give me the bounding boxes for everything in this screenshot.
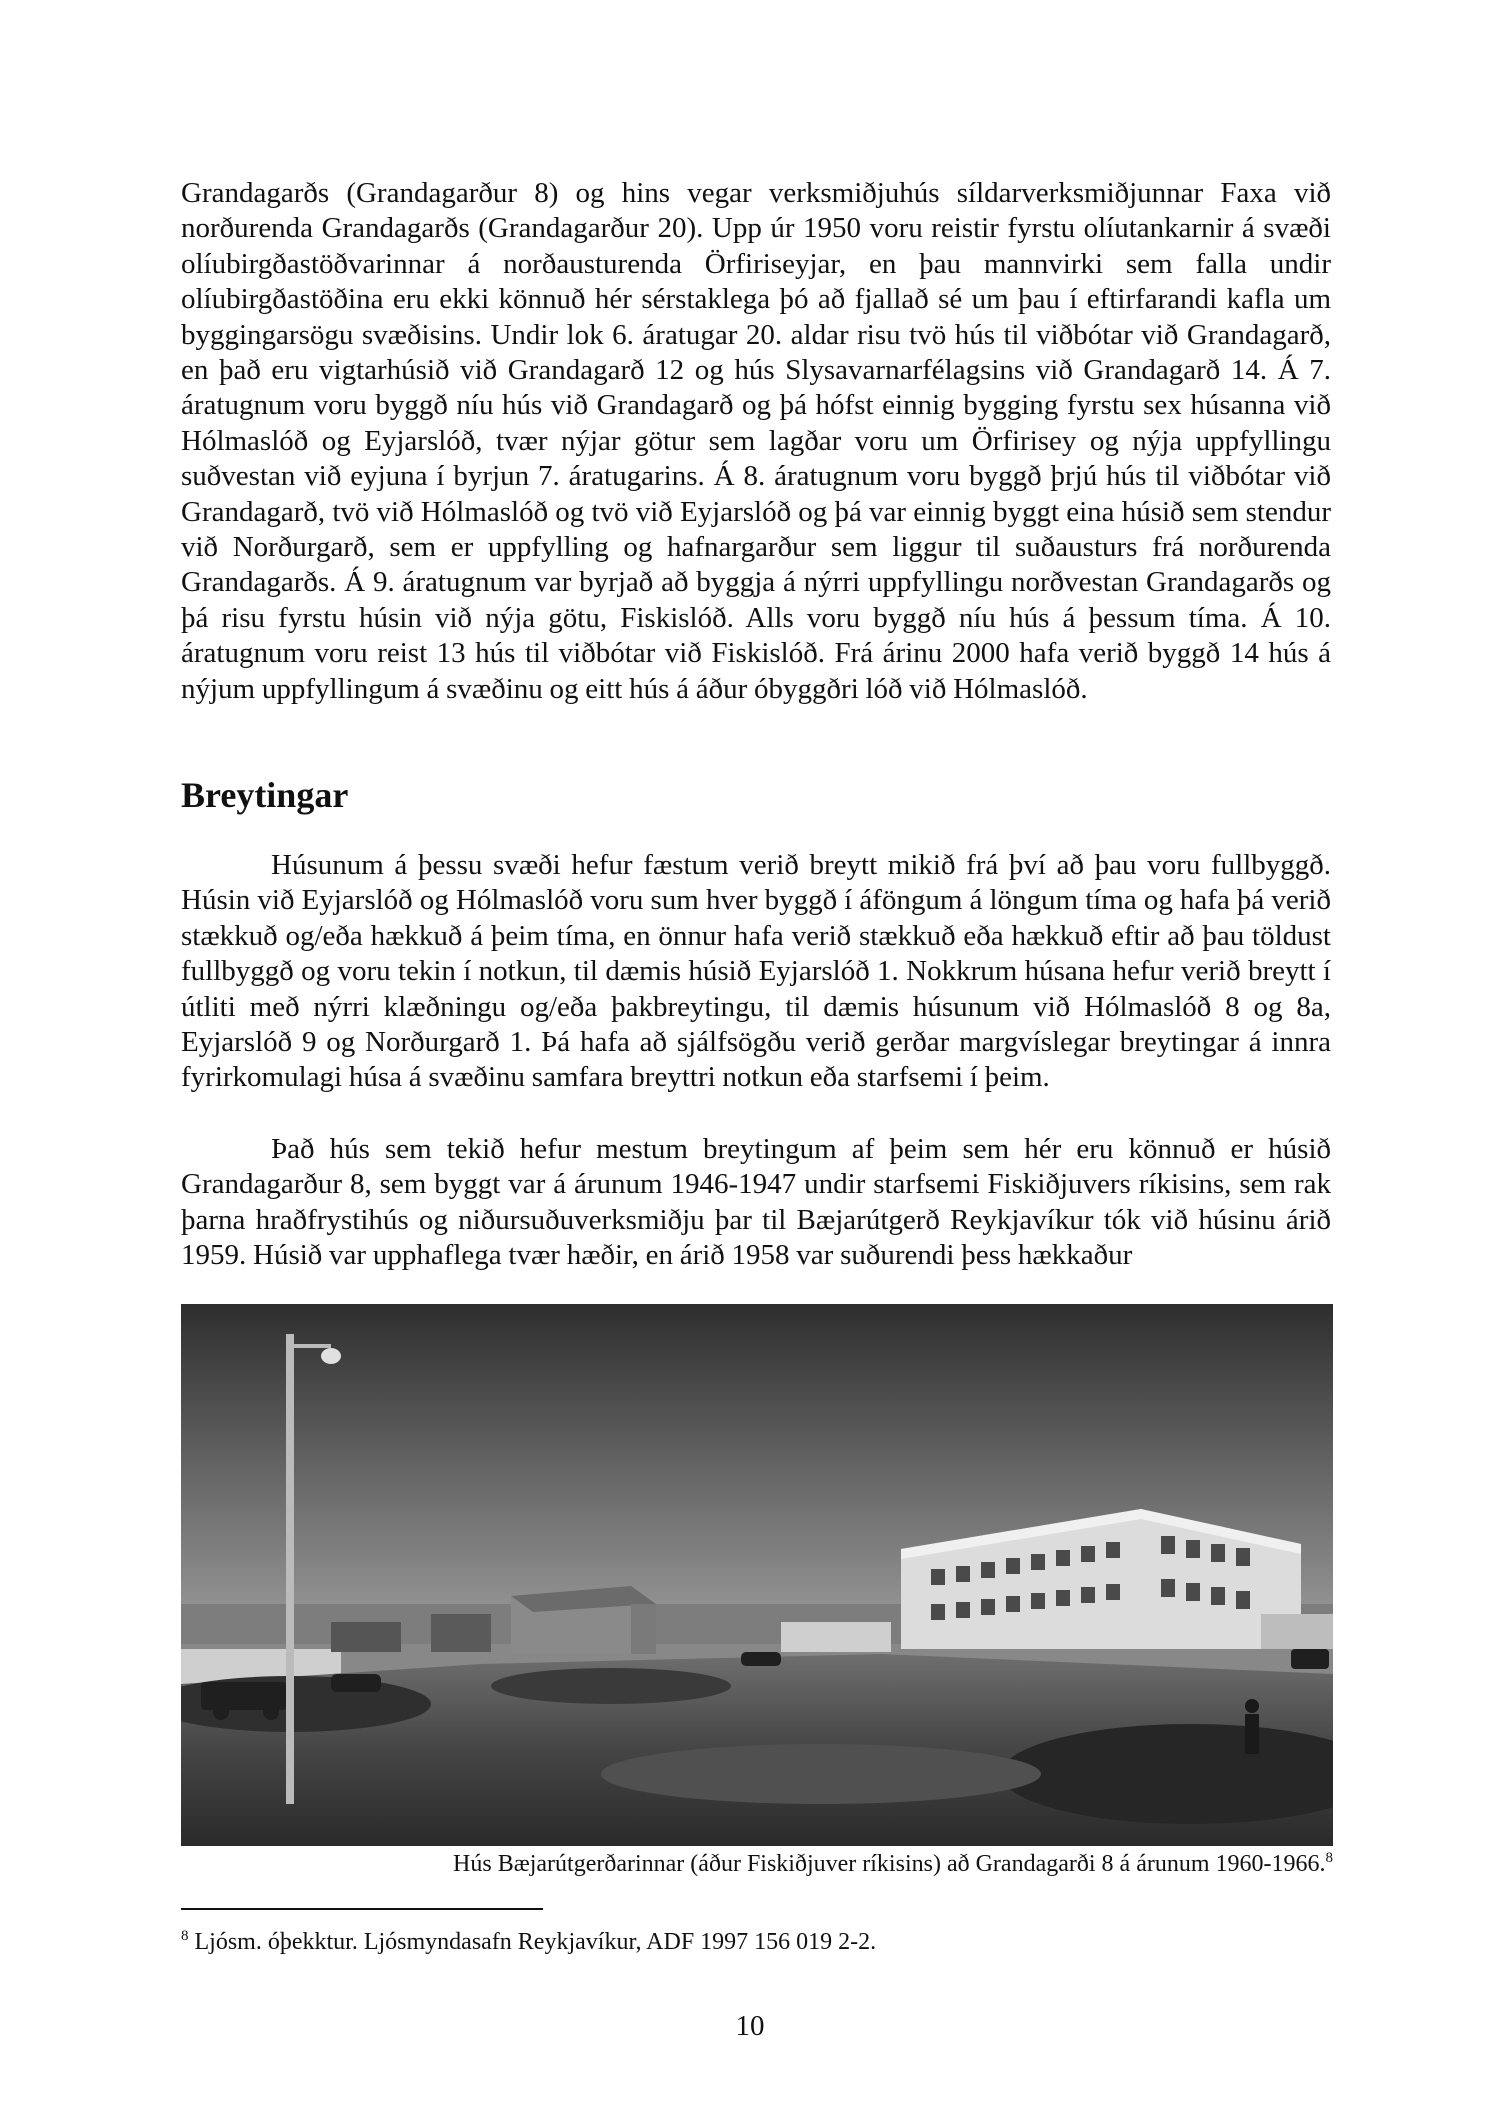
footnote-divider bbox=[181, 1908, 543, 1910]
footnote bbox=[181, 1928, 876, 1956]
section-heading: Breytingar bbox=[181, 775, 349, 815]
footnote-text: Ljósm. óþekktur. Ljósmyndasafn Reykjavíkur, ADF 1997 156 019 2-2. bbox=[188, 1929, 877, 1955]
body-paragraph-2: Húsunum á þessu svæði hefur fæstum verið breytt mikið frá því að þau voru fullbyggð. Húsin við Eyjarslóð og Hólmaslóð voru sum hver byggð í áföngum á löngum tíma og hafa þá verið stækkuð og/eða hækkuð á þeim tíma, en önnur hafa verið stækkuð eða hækkuð eftir að þau töldust fullbyggð og voru tekin í notkun, til dæmis húsið Eyjarslóð 1. Nokkrum húsana hefur verið breytt í útliti með nýrri klæðningu og/eða þakbreytingu, til dæmis húsunum við Hólmaslóð 8 og 8a, Eyjarslóð 9 og Norðurgarð 1. Þá hafa að sjálfsögðu verið gerðar margvíslegar breytingar á innra fyrirkomulagi húsa á svæðinu samfara breyttri notkun eða starfsemi í þeim. bbox=[181, 849, 1331, 1094]
caption-footnote-ref[interactable]: 8 bbox=[1325, 1850, 1333, 1866]
figure-caption bbox=[453, 1850, 1333, 1878]
footnote-number: 8 bbox=[181, 1928, 189, 1944]
page-number: 10 bbox=[735, 2010, 765, 2042]
body-paragraph-1: Grandagarðs (Grandagarður 8) og hins vegar verksmiðjuhús síldarverksmiðjunnar Faxa við norðurenda Grandagarðs (Grandagarður 20). Upp úr 1950 voru reistir fyrstu olíutankarnir á svæði olíubirgðastöðvarinnar á norðausturenda Örfiriseyjar, en þau mannvirki sem falla undir olíubirgðastöðina eru ekki könnuð hér sérstaklega þó að fjallað sé um þau í eftirfarandi kafla um byggingarsögu svæðisins. Undir lok 6. áratugar 20. aldar risu tvö hús til viðbótar við Grandagarð, en það eru vigtarhúsið við Grandagarð 12 og hús Slysavarnarfélagsins við Grandagarð 14. Á 7. áratugnum voru byggð níu hús við Grandagarð og þá hófst einnig bygging fyrstu sex húsanna við Hólmaslóð og Eyjarslóð, tvær nýjar götur sem lagðar voru um Örfirisey og nýja uppfyllingu suðvestan við eyjuna í byrjun 7. áratugarins. Á 8. áratugnum voru byggð þrjú hús til viðbótar við Grandagarð, tvö við Hólmaslóð og tvö við Eyjarslóð og þá var einnig byggt eina húsið sem stendur við Norðurgarð, sem er uppfylling og hafnargarður sem liggur til suðausturs frá norðurenda Grandagarðs. Á 9. áratugnum var byrjað að byggja á nýrri uppfyllingu norðvestan Grandagarðs og þá risu fyrstu húsin við nýja götu, Fiskislóð. Alls voru byggð níu hús á þessum tíma. Á 10. áratugnum voru reist 13 hús til viðbótar við Fiskislóð. Frá árinu 2000 hafa verið byggð 14 hús á nýjum uppfyllingum á svæðinu og eitt hús á áður óbyggðri lóð við Hólmaslóð. bbox=[181, 177, 1331, 705]
body-paragraph-3: Það hús sem tekið hefur mestum breytingum af þeim sem hér eru könnuð er húsið Grandagarður 8, sem byggt var á árunum 1946-1947 undir starfsemi Fiskiðjuvers ríkisins, sem rak þarna hraðfrystihús og niðursuðuverksmiðju þar til Bæjarútgerð Reykjavíkur tók við húsinu árið 1959. Húsið var upphaflega tvær hæðir, en árið 1958 var suðurendi þess hækkaður bbox=[181, 1133, 1331, 1272]
caption-text: Hús Bæjarútgerðarinnar (áður Fiskiðjuver ríkisins) að Grandagarði 8 á árunum 1960-1966. bbox=[453, 1851, 1326, 1877]
historical-photograph bbox=[181, 1304, 1333, 1846]
